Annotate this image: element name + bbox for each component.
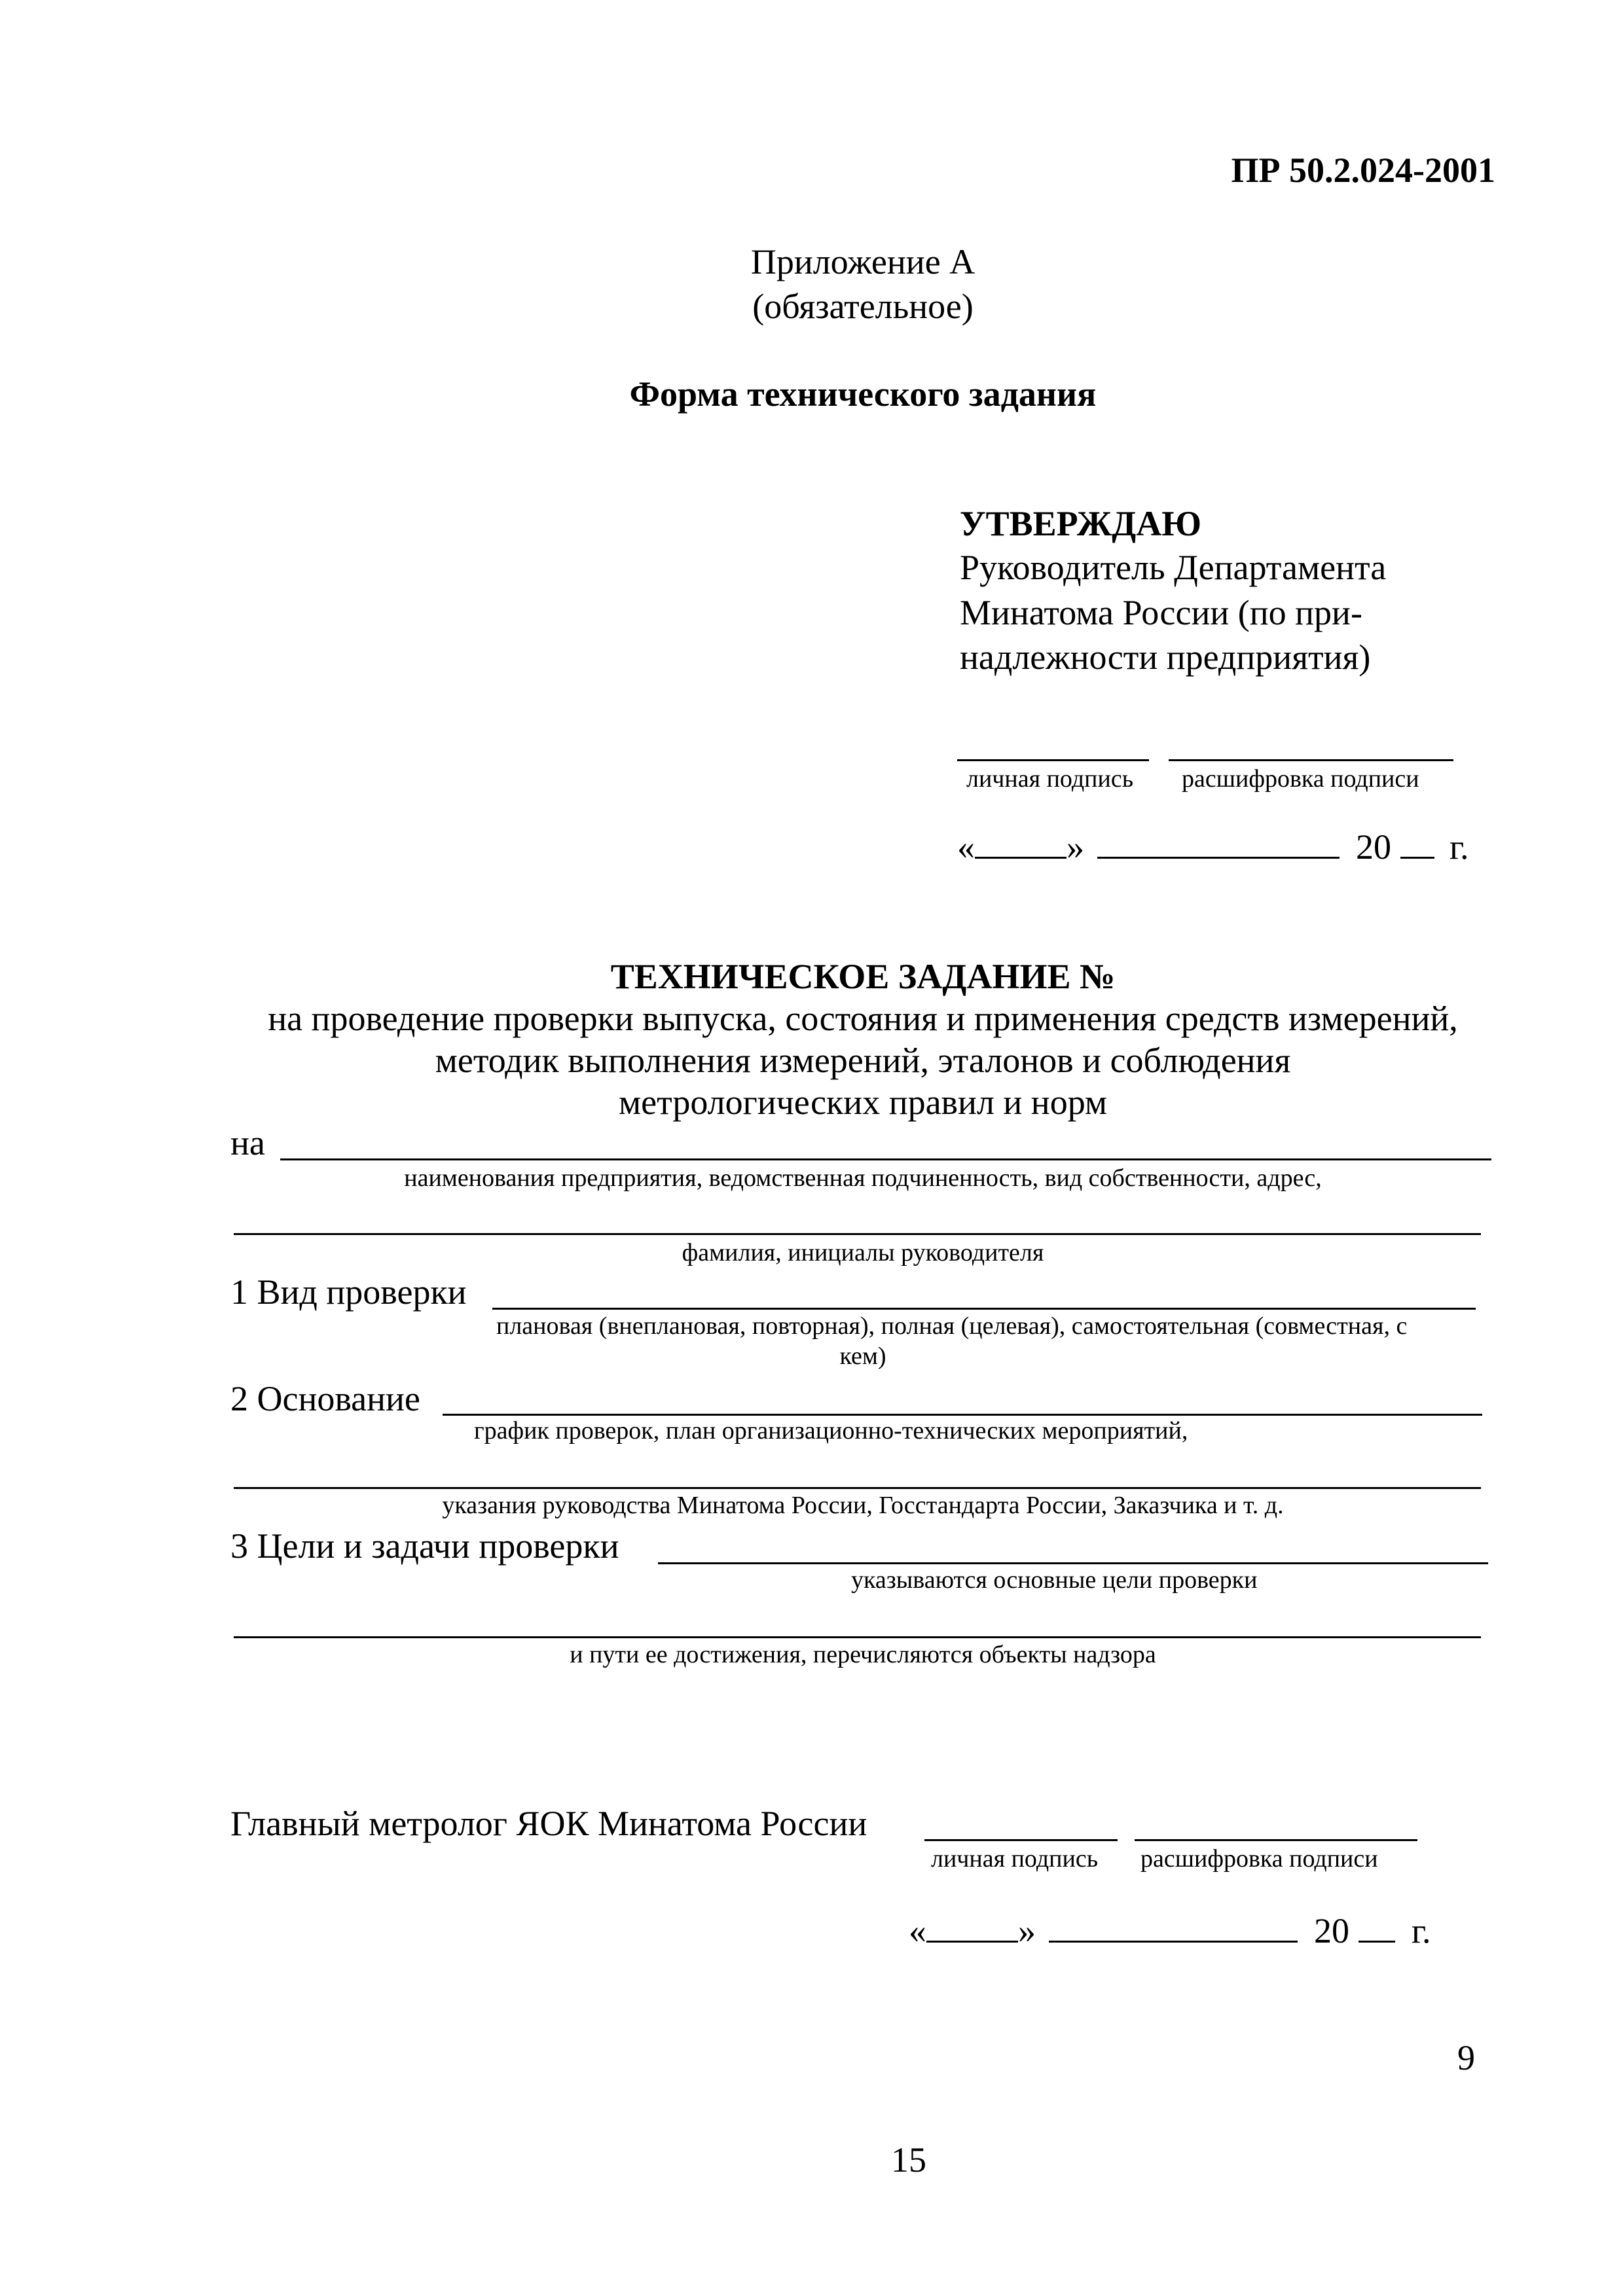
approve-line-1: Руководитель Департамента [960, 548, 1387, 587]
document-code: ПР 50.2.024-2001 [1231, 151, 1495, 190]
year-blank [1359, 1914, 1395, 1943]
day-blank [975, 831, 1067, 859]
date-close-quote: » [1018, 1911, 1036, 1950]
metrologist-date-line [909, 1910, 1431, 1952]
approve-signature-caption: личная подпись [966, 765, 1134, 793]
item2-label: 2 Основание [230, 1379, 420, 1418]
item1-label: 1 Вид проверки [230, 1272, 467, 1312]
year-prefix: 20 [1356, 827, 1391, 867]
item1-caption-2: кем) [839, 1342, 886, 1370]
date-open-quote: « [909, 1911, 926, 1950]
year-prefix: 20 [1314, 1911, 1349, 1950]
date-close-quote: » [1067, 827, 1084, 867]
task-line-2: методик выполнения измерений, эталонов и соблюдения [435, 1041, 1291, 1080]
appendix-title: Приложение А [750, 242, 976, 281]
head-caption: фамилия, инициалы руководителя [682, 1239, 1044, 1266]
month-blank [1049, 1914, 1298, 1943]
on-label: на [230, 1123, 265, 1162]
item3-caption-2: и пути ее достижения, перечисляются объекты надзора [570, 1641, 1156, 1668]
item2-second-line [234, 1487, 1481, 1489]
head-field-line [234, 1233, 1481, 1235]
on-field-line [280, 1158, 1491, 1160]
approve-line-3: надлежности предприятия) [960, 637, 1371, 677]
metrologist-decode-caption: расшифровка подписи [1140, 1845, 1378, 1873]
item2-field-line [443, 1414, 1482, 1416]
approve-date-line [957, 826, 1469, 868]
approve-decode-line [1169, 759, 1453, 761]
outer-page-number: 15 [891, 2140, 926, 2179]
item3-field-line [658, 1562, 1488, 1564]
date-open-quote: « [957, 827, 975, 867]
task-line-3: метрологических правил и норм [618, 1083, 1108, 1122]
approve-signature-line [957, 759, 1149, 761]
item1-field-line [492, 1308, 1476, 1310]
form-title: Форма технического задания [629, 374, 1097, 414]
approve-line-2: Минатома России (по при- [960, 593, 1362, 632]
approve-header: УТВЕРЖДАЮ [960, 504, 1202, 543]
appendix-status: (обязательное) [752, 287, 974, 326]
metrologist-signature-line [924, 1839, 1118, 1841]
year-suffix: г. [1412, 1911, 1431, 1950]
day-blank [926, 1914, 1018, 1943]
approve-decode-caption: расшифровка подписи [1182, 765, 1419, 793]
metrologist-label: Главный метролог ЯОК Минатома России [230, 1804, 867, 1843]
item3-label: 3 Цели и задачи проверки [230, 1526, 619, 1566]
on-caption: наименования предприятия, ведомственная подчиненность, вид собственности, адрес, [404, 1164, 1322, 1192]
item3-caption-1: указываются основные цели проверки [851, 1566, 1258, 1594]
task-line-1: на проведение проверки выпуска, состояния и применения средств измерений, [268, 999, 1458, 1038]
task-title: ТЕХНИЧЕСКОЕ ЗАДАНИЕ № [610, 957, 1116, 996]
month-blank [1097, 831, 1340, 859]
item1-caption-1: плановая (внеплановая, повторная), полная (целевая), самостоятельная (совместная, с [496, 1312, 1408, 1340]
inner-page-number: 9 [1457, 2038, 1475, 2077]
metrologist-signature-caption: личная подпись [931, 1845, 1099, 1873]
item3-second-line [234, 1636, 1481, 1638]
metrologist-decode-line [1135, 1839, 1417, 1841]
item2-caption-1: график проверок, план организационно-технических мероприятий, [474, 1417, 1188, 1444]
item2-caption-2: указания руководства Минатома России, Госстандарта России, Заказчика и т. д. [442, 1492, 1284, 1519]
year-blank [1400, 831, 1434, 859]
year-suffix: г. [1450, 827, 1469, 867]
